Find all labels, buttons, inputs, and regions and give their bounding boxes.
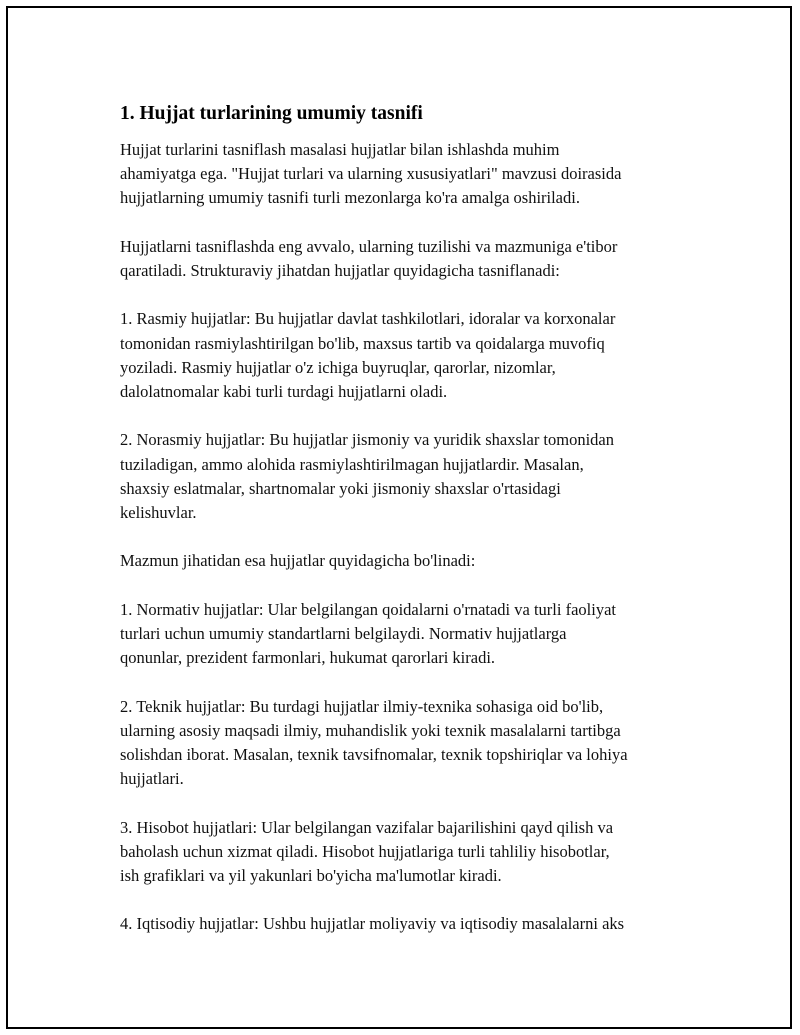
page-frame: [6, 6, 792, 1029]
text-line: dalolatnomalar kabi turli turdagi hujjatlarni oladi.: [120, 382, 448, 401]
text-line: qonunlar, prezident farmonlari, hukumat qarorlari kiradi.: [120, 648, 496, 668]
text-line: 2. Teknik hujjatlar: Bu turdagi hujjatlar ilmiy-texnika sohasiga oid bo'lib,: [120, 696, 604, 716]
text-line: yoziladi. Rasmiy hujjatlar o'z ichiga buyruqlar, qarorlar, nizomlar,: [120, 357, 556, 377]
text-line: 3. Hisobot hujjatlari: Ular belgilangan vazifalar bajarilishini qayd qilish va: [120, 817, 614, 837]
text-line: tuziladigan, ammo alohida rasmiylashtirilmagan hujjatlardir. Masalan,: [120, 454, 584, 474]
text-line: hujjatlarning umumiy tasnifi turli mezonlarga ko'ra amalga oshiriladi.: [120, 188, 580, 208]
text-line: shaxsiy eslatmalar, shartnomalar yoki jismoniy shaxslar o'rtasidagi: [120, 478, 561, 498]
text-line: hujjatlari.: [120, 769, 184, 789]
text-line: ahamiyatga ega. "Hujjat turlari va ularning xususiyatlari" mavzusi doirasida: [120, 164, 622, 184]
text-line: turlari uchun umumiy standartlarni belgilaydi. Normativ hujjatlarga: [120, 623, 567, 643]
text-line: 1. Normativ hujjatlar: Ular belgilangan qoidalarni o'rnatadi va turli faoliyat: [120, 599, 616, 619]
text-line: Hujjat turlarini tasniflash masalasi hujjatlar bilan ishlashda muhim: [120, 140, 560, 159]
text-line: 1. Rasmiy hujjatlar: Bu hujjatlar davlat tashkilotlari, idoralar va korxonalar: [120, 309, 616, 329]
text-line: ish grafiklari va yil yakunlari bo'yicha ma'lumotlar kiradi.: [120, 865, 502, 885]
body-paragraph: [120, 235, 710, 283]
body-paragraph: [120, 912, 710, 936]
body-paragraph: [120, 307, 710, 404]
text-line: kelishuvlar.: [120, 503, 197, 522]
text-line: 4. Iqtisodiy hujjatlar: Ushbu hujjatlar moliyaviy va iqtisodiy masalalarni aks: [120, 914, 625, 934]
paragraph-list: [120, 138, 710, 937]
body-paragraph: [120, 598, 710, 671]
text-line: 2. Norasmiy hujjatlar: Bu hujjatlar jismoniy va yuridik shaxslar tomonidan: [120, 430, 615, 450]
body-paragraph: [120, 138, 710, 211]
body-paragraph: [120, 549, 710, 573]
text-line: solishdan iborat. Masalan, texnik tavsifnomalar, texnik topshiriqlar va lohiya: [120, 744, 628, 764]
text-line: Hujjatlarni tasniflashda eng avvalo, ularning tuzilishi va mazmuniga e'tibor: [120, 236, 618, 256]
document-body: [120, 102, 710, 961]
text-line: baholash uchun xizmat qiladi. Hisobot hujjatlariga turli tahliliy hisobotlar,: [120, 841, 610, 861]
body-paragraph: [120, 428, 710, 525]
text-line: Mazmun jihatidan esa hujjatlar quyidagicha bo'linadi:: [120, 551, 476, 571]
body-paragraph: [120, 816, 710, 889]
body-paragraph: [120, 695, 710, 792]
text-line: qaratiladi. Strukturaviy jihatdan hujjatlar quyidagicha tasniflanadi:: [120, 261, 560, 280]
text-line: ularning asosiy maqsadi ilmiy, muhandislik yoki texnik masalalarni tartibga: [120, 720, 621, 740]
text-line: tomonidan rasmiylashtirilgan bo'lib, maxsus tartib va qoidalarga muvofiq: [120, 333, 605, 353]
section-heading: 1. Hujjat turlarining umumiy tasnifi: [120, 103, 423, 124]
